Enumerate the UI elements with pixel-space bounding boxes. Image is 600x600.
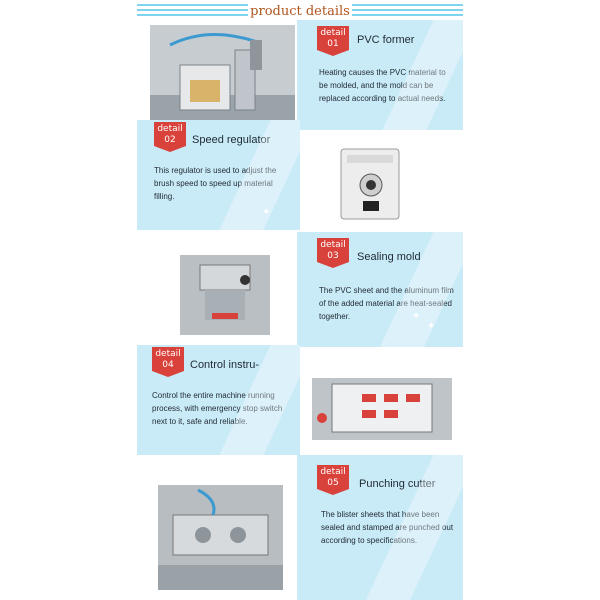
badge-number: 04 xyxy=(162,360,174,370)
badge-number: 01 xyxy=(327,39,339,49)
sparkle: ✦ xyxy=(412,311,421,322)
badge-number: 03 xyxy=(327,251,339,261)
sparkle: ✦ xyxy=(427,321,436,332)
detail-badge-05 xyxy=(317,465,349,495)
badge-number: 05 xyxy=(327,478,339,488)
section-description: This regulator is used to adjust the brush speed to speed up material filling. xyxy=(154,166,277,201)
badge-number: 02 xyxy=(164,135,176,145)
punching-cutter-photo xyxy=(158,485,283,590)
header-title: product details xyxy=(248,4,352,20)
section-description: The PVC sheet and the aluminum film of the added material are heat-sealed together. xyxy=(319,286,454,321)
section-title: Sealing mold xyxy=(357,251,421,263)
speed-regulator-photo xyxy=(335,145,407,223)
badge-word: detail xyxy=(320,240,346,250)
detail-badge-03 xyxy=(317,238,349,268)
section-description: The blister sheets that have been sealed and stamped are punched out according to specifications. xyxy=(321,510,454,545)
section-title: Control instru- xyxy=(190,359,260,371)
detail-panel-03 xyxy=(297,232,463,347)
section-title: Punching cutter xyxy=(359,478,436,490)
section-title: PVC former xyxy=(357,34,415,46)
badge-word: detail xyxy=(157,124,183,134)
detail-badge-04 xyxy=(152,347,184,377)
detail-panel-05 xyxy=(297,455,463,600)
badge-word: detail xyxy=(320,467,346,477)
badge-word: detail xyxy=(155,349,181,359)
detail-panel-04 xyxy=(137,345,300,455)
sealing-mold-photo xyxy=(180,255,270,335)
detail-badge-02 xyxy=(154,122,186,152)
detail-panel-02 xyxy=(137,120,300,230)
section-description: Heating causes the PVC material to be molded, and the mold can be replaced according to actual needs. xyxy=(319,68,446,103)
detail-badge-01 xyxy=(317,26,349,56)
section-description: Control the entire machine running process, with emergency stop switch next to it, safe and reliable. xyxy=(152,391,283,426)
pvc-former-photo xyxy=(150,25,295,120)
control-panel-photo xyxy=(312,378,452,440)
badge-word: detail xyxy=(320,28,346,38)
section-title: Speed regulator xyxy=(192,134,271,146)
detail-panel-01 xyxy=(297,20,463,130)
sparkle: ✦ xyxy=(262,207,271,218)
